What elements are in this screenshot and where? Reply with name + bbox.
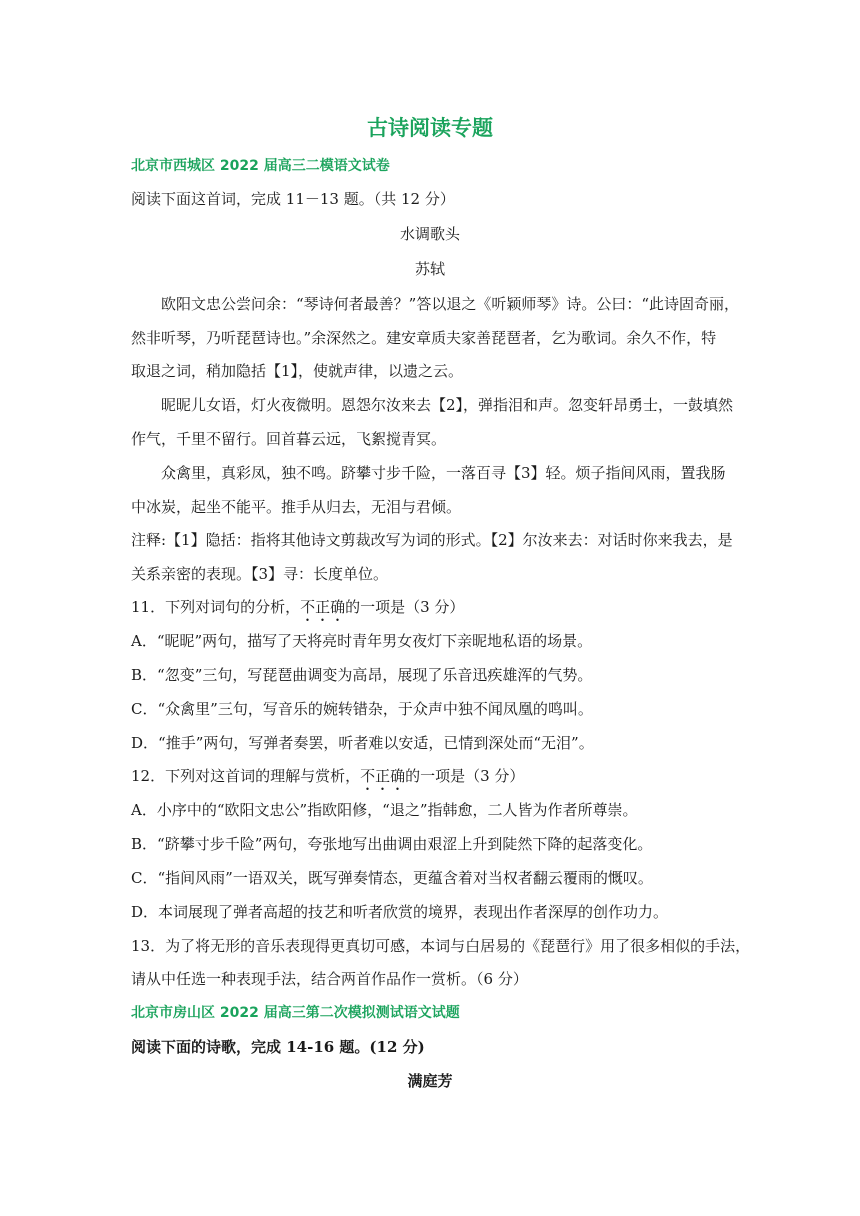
option-a: A．“昵昵”两句，描写了天将亮时青年男女夜灯下亲昵地私语的场景。: [131, 632, 593, 650]
poem-author: 苏轼: [414, 260, 445, 278]
poem-line: 中冰炭，起坐不能平。推手从归去，无泪与君倾。: [131, 498, 462, 516]
poem-line: 昵昵儿女语，灯火夜微明。恩怨尔汝来去【2】，弹指泪和声。忽变轩昂勇士，一鼓填然: [161, 396, 734, 414]
source-heading-xicheng: 北京市西城区 2022 届高三二模语文试卷: [131, 158, 390, 174]
annotation-line: 注释:【1】隐括：指将其他诗文剪裁改写为词的形式。【2】尔汝来去：对话时你来我去，是: [131, 531, 733, 549]
page-title: 古诗阅读专题: [367, 116, 493, 140]
preface-line: 然非听琴，乃听琵琶诗也。”余深然之。建安章质夫家善琵琶者，乞为歌词。余久不作，特: [131, 329, 717, 347]
poem-line: 众禽里，真彩凤，独不鸣。跻攀寸步千险，一落百寻【3】轻。烦子指间风雨，置我肠: [161, 464, 726, 482]
question-12-stem: [131, 766, 731, 794]
option-a: A．小序中的“欧阳文忠公”指欧阳修，“退之”指韩愈，二人皆为作者所尊崇。: [131, 801, 638, 819]
preface-line: 欧阳文忠公尝问余：“琴诗何者最善？”答以退之《听颖师琴》诗。公曰：“此诗固奇丽，: [161, 295, 740, 313]
stem-text: 的一项是（3 分）: [405, 767, 525, 785]
option-c: C．“指间风雨”一语双关，既写弹奏情态，更蕴含着对当权者翻云覆雨的慨叹。: [131, 869, 653, 887]
instruction-text: 阅读下面的诗歌，完成 14-16 题。(12 分): [131, 1038, 425, 1056]
preface-line: 取退之词，稍加隐括【1】，使就声律，以遗之云。: [131, 362, 464, 380]
stem-text: 12．下列对这首词的理解与赏析，: [131, 767, 361, 785]
annotation-line: 关系亲密的表现。【3】寻：长度单位。: [131, 565, 389, 583]
option-b: B．“忽变”三句，写琵琶曲调变为高昂，展现了乐音迅疾雄浑的气势。: [131, 666, 593, 684]
option-d: D．“推手”两句，写弹者奏罢，听者难以安适，已情到深处而“无泪”。: [131, 734, 594, 752]
stem-text: 的一项是（3 分）: [345, 598, 465, 616]
emphasis-text: 不正确: [360, 767, 406, 785]
emphasis-text: 不正确: [300, 598, 346, 616]
option-b: B．“跻攀寸步千险”两句，夸张地写出曲调由艰涩上升到陡然下降的起落变化。: [131, 835, 653, 853]
option-c: C．“众禽里”三句，写音乐的婉转错杂，于众声中独不闻凤凰的鸣叫。: [131, 700, 593, 718]
stem-text: 11．下列对词句的分析，: [131, 598, 301, 616]
question-11-stem: [131, 597, 731, 625]
option-d: D．本词展现了弹者高超的技艺和听者欣赏的境界，表现出作者深厚的创作功力。: [131, 903, 669, 921]
instruction-text: 阅读下面这首词，完成 11－13 题。（共 12 分）: [131, 190, 455, 208]
question-13-line: 请从中任选一种表现手法，结合两首作品作一赏析。（6 分）: [131, 970, 528, 988]
poem-title: 满庭芳: [407, 1072, 453, 1090]
poem-title: 水调歌头: [399, 225, 460, 243]
poem-line: 作气，千里不留行。回首暮云远，飞絮搅青冥。: [131, 430, 447, 448]
source-heading-fangshan: 北京市房山区 2022 届高三第二次模拟测试语文试题: [131, 1005, 460, 1021]
question-13-line: 13．为了将无形的音乐表现得更真切可感，本词与白居易的《琵琶行》用了很多相似的手法，: [131, 937, 751, 955]
